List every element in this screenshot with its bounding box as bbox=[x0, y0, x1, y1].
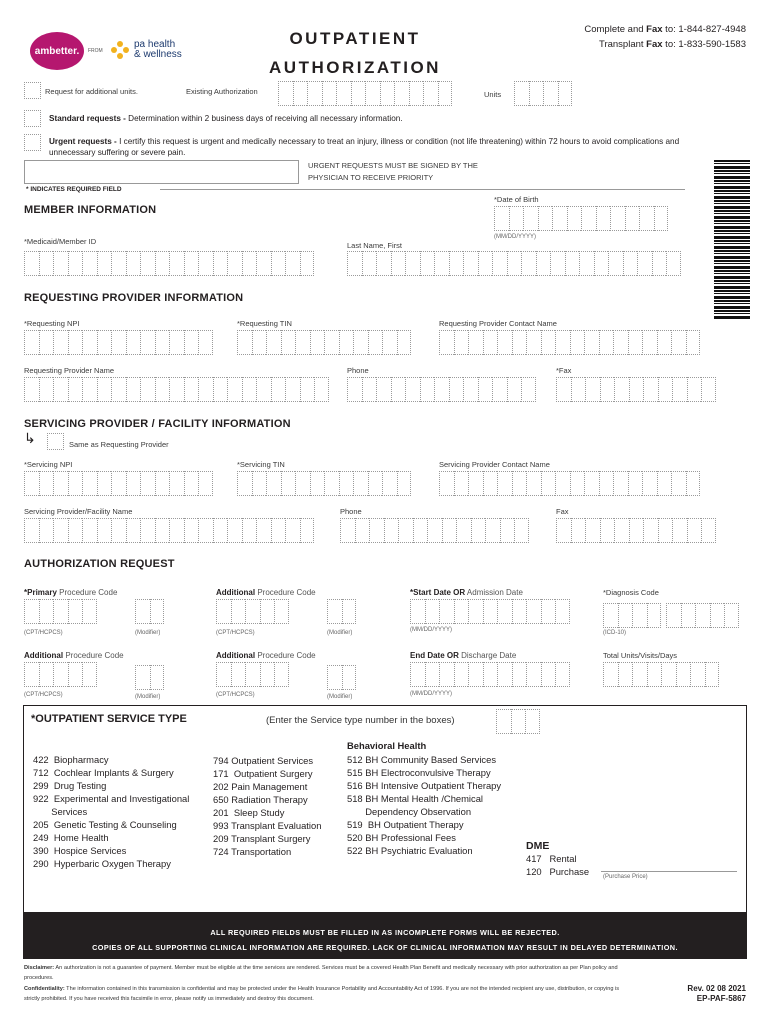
mod-note-1: (Modifier) bbox=[135, 630, 161, 636]
banner-line2: COPIES OF ALL SUPPORTING CLINICAL INFORMATION ARE REQUIRED. LACK OF CLINICAL INFORMATION MAY RESULT IN DELAYED DETERMINATION. bbox=[92, 943, 678, 952]
pa-health-logo-text bbox=[134, 40, 182, 60]
standard-request-text: Standard requests - Determination within 2 business days of receiving all necessary information. bbox=[49, 114, 403, 123]
required-field-note: * INDICATES REQUIRED FIELD bbox=[26, 186, 122, 193]
total-units-label: Total Units/Visits/Days bbox=[603, 651, 678, 660]
req-contact-field[interactable] bbox=[439, 330, 700, 355]
req-phone-label: Phone bbox=[347, 366, 369, 375]
additional-proc-field-1[interactable] bbox=[216, 599, 289, 624]
additional-proc-field-3[interactable] bbox=[216, 662, 289, 687]
service-item: 516 BH Intensive Outpatient Therapy bbox=[347, 780, 502, 791]
total-units-field[interactable] bbox=[603, 662, 719, 687]
service-item: 171 Outpatient Surgery bbox=[213, 768, 313, 779]
units-field[interactable] bbox=[514, 81, 572, 106]
revision-date: Rev. 02 08 2021 bbox=[687, 984, 746, 993]
member-name-field[interactable] bbox=[347, 251, 681, 276]
purchase-price-field[interactable] bbox=[601, 850, 737, 872]
primary-proc-field[interactable] bbox=[24, 599, 97, 624]
req-name-label: Requesting Provider Name bbox=[24, 366, 115, 375]
service-item: 515 BH Electroconvulsive Therapy bbox=[347, 767, 491, 778]
form-title-line1: OUTPATIENT bbox=[289, 29, 421, 48]
barcode bbox=[714, 160, 750, 320]
service-list-general bbox=[33, 753, 213, 870]
end-date-label: End Date OR Discharge Date bbox=[410, 651, 517, 660]
disclaimer-text: Disclaimer: An authorization is not a guarantee of payment. Member must be eligible at the time services are rendered. Services must be a covered Health Plan Benefit and medically necessary with prior authorization as per Plan policy and procedures. bbox=[24, 965, 618, 981]
diag-code-field-2[interactable] bbox=[666, 603, 739, 628]
physician-signature-field[interactable] bbox=[24, 160, 299, 184]
svc-name-field[interactable] bbox=[24, 518, 314, 543]
svc-tin-label: *Servicing TIN bbox=[237, 460, 285, 469]
dme-list bbox=[526, 852, 596, 878]
service-list-outpatient bbox=[213, 754, 343, 858]
service-item: 993 Transplant Evaluation bbox=[213, 820, 322, 831]
additional-mod-field-3[interactable] bbox=[327, 665, 356, 690]
primary-mod-field[interactable] bbox=[135, 599, 164, 624]
service-item: Dependency Observation bbox=[347, 806, 472, 817]
pa-health-logo-icon bbox=[110, 40, 130, 60]
form-code: EP-PAF-5867 bbox=[696, 994, 746, 1003]
service-item: 249 Home Health bbox=[33, 832, 109, 843]
req-contact-label: Requesting Provider Contact Name bbox=[439, 319, 557, 328]
service-item: 201 Sleep Study bbox=[213, 807, 285, 818]
dob-label: *Date of Birth bbox=[494, 195, 539, 204]
service-item: 417 Rental bbox=[526, 853, 577, 864]
additional-mod-field-2[interactable] bbox=[135, 665, 164, 690]
additional-proc-label-2: Additional Procedure Code bbox=[24, 651, 124, 660]
icd-note: (ICD-10) bbox=[603, 630, 627, 636]
end-date-field[interactable] bbox=[410, 662, 570, 687]
arrow-icon: ↳ bbox=[24, 430, 36, 446]
req-name-field[interactable] bbox=[24, 377, 329, 402]
primary-proc-label: *Primary Procedure Code bbox=[24, 588, 118, 597]
service-item: 519 BH Outpatient Therapy bbox=[347, 819, 464, 830]
requesting-heading: REQUESTING PROVIDER INFORMATION bbox=[24, 292, 244, 304]
service-item: 522 BH Psychiatric Evaluation bbox=[347, 845, 473, 856]
cpt-note-2: (CPT/HCPCS) bbox=[216, 630, 255, 636]
svc-npi-label: *Servicing NPI bbox=[24, 460, 73, 469]
service-item: 299 Drug Testing bbox=[33, 780, 107, 791]
urgent-request-checkbox[interactable] bbox=[24, 134, 41, 151]
diag-code-field-1[interactable] bbox=[603, 603, 661, 628]
revision-info bbox=[687, 984, 746, 1004]
service-item: 290 Hyperbaric Oxygen Therapy bbox=[33, 858, 171, 869]
service-item: Services bbox=[33, 806, 88, 817]
service-item: 922 Experimental and Investigational bbox=[33, 793, 190, 804]
logo-pa-line2: & wellness bbox=[134, 49, 182, 60]
service-item: 724 Transportation bbox=[213, 846, 292, 857]
dob-format: (MM/DD/YYYY) bbox=[494, 234, 536, 240]
dob-field[interactable] bbox=[494, 206, 668, 231]
service-list-behavioral bbox=[347, 753, 522, 857]
required-banner bbox=[23, 913, 747, 959]
req-phone-field[interactable] bbox=[347, 377, 536, 402]
logo-from: FROM bbox=[88, 48, 103, 54]
purchase-price-label: (Purchase Price) bbox=[603, 874, 648, 880]
fax-line2: Transplant Fax to: 1-833-590-1583 bbox=[599, 39, 746, 50]
service-type-instruction: (Enter the Service type number in the boxes) bbox=[266, 715, 455, 726]
same-as-requesting-label: Same as Requesting Provider bbox=[69, 440, 169, 449]
fax-info bbox=[584, 22, 746, 52]
cpt-note-1: (CPT/HCPCS) bbox=[24, 630, 63, 636]
service-item: 202 Pain Management bbox=[213, 781, 308, 792]
mod-note-3: (Modifier) bbox=[135, 694, 161, 700]
service-item: 422 Biopharmacy bbox=[33, 754, 109, 765]
same-as-requesting-checkbox[interactable] bbox=[47, 433, 64, 450]
svc-npi-field[interactable] bbox=[24, 471, 213, 496]
cpt-note-3: (CPT/HCPCS) bbox=[24, 692, 63, 698]
service-item: 712 Cochlear Implants & Surgery bbox=[33, 767, 174, 778]
service-type-heading: *OUTPATIENT SERVICE TYPE bbox=[31, 713, 187, 725]
logo-pa-line1: pa health bbox=[134, 39, 176, 50]
additional-mod-field-1[interactable] bbox=[327, 599, 356, 624]
date-note-1: (MM/DD/YYYY) bbox=[410, 627, 452, 633]
service-item: 209 Transplant Surgery bbox=[213, 833, 311, 844]
last-first-label: Last Name, First bbox=[347, 241, 403, 250]
req-tin-label: *Requesting TIN bbox=[237, 319, 292, 328]
req-fax-field[interactable] bbox=[556, 377, 716, 402]
svc-tin-field[interactable] bbox=[237, 471, 411, 496]
urgent-request-text: Urgent requests - I certify this request is urgent and medically necessary to treat an injury, illness or condition (not life threatening) within 72 hours to avoid complications and unnecessary suffering or severe pain. bbox=[49, 137, 680, 157]
svc-contact-field[interactable] bbox=[439, 471, 700, 496]
additional-proc-field-2[interactable] bbox=[24, 662, 97, 687]
service-item: 794 Outpatient Services bbox=[213, 755, 314, 766]
mod-note-2: (Modifier) bbox=[327, 630, 353, 636]
fax-line1: Complete and Fax to: 1-844-827-4948 bbox=[584, 24, 746, 35]
svc-fax-label: Fax bbox=[556, 507, 569, 516]
date-note-2: (MM/DD/YYYY) bbox=[410, 691, 452, 697]
svc-name-label: Servicing Provider/Facility Name bbox=[24, 507, 133, 516]
cpt-note-4: (CPT/HCPCS) bbox=[216, 692, 255, 698]
units-label: Units bbox=[484, 90, 502, 99]
bh-heading: Behavioral Health bbox=[347, 740, 427, 751]
svc-contact-label: Servicing Provider Contact Name bbox=[439, 460, 550, 469]
req-fax-label: *Fax bbox=[556, 366, 572, 375]
ambetter-logo bbox=[30, 32, 84, 70]
svc-phone-label: Phone bbox=[340, 507, 362, 516]
service-type-field[interactable] bbox=[496, 709, 540, 734]
auth-heading: AUTHORIZATION REQUEST bbox=[24, 558, 175, 570]
req-tin-field[interactable] bbox=[237, 330, 411, 355]
ambetter-logo-text: ambetter. bbox=[34, 45, 80, 57]
standard-request-checkbox[interactable] bbox=[24, 110, 41, 127]
start-date-label: *Start Date OR Admission Date bbox=[410, 588, 523, 597]
member-heading: MEMBER INFORMATION bbox=[24, 204, 157, 216]
service-item: 518 BH Mental Health /Chemical bbox=[347, 793, 484, 804]
existing-auth-field[interactable] bbox=[278, 81, 452, 106]
banner-line1: ALL REQUIRED FIELDS MUST BE FILLED IN AS INCOMPLETE FORMS WILL BE REJECTED. bbox=[210, 928, 560, 937]
form-title-line2: AUTHORIZATION bbox=[269, 58, 441, 77]
service-item: 120 Purchase bbox=[526, 866, 590, 877]
service-item: 512 BH Community Based Services bbox=[347, 754, 497, 765]
mod-note-4: (Modifier) bbox=[327, 694, 353, 700]
additional-units-checkbox[interactable] bbox=[24, 82, 41, 99]
svc-fax-field[interactable] bbox=[556, 518, 716, 543]
start-date-field[interactable] bbox=[410, 599, 570, 624]
servicing-heading: SERVICING PROVIDER / FACILITY INFORMATION bbox=[24, 418, 291, 430]
service-item: 390 Hospice Services bbox=[33, 845, 127, 856]
existing-auth-label: Existing Authorization bbox=[186, 87, 258, 96]
service-item: 205 Genetic Testing & Counseling bbox=[33, 819, 177, 830]
service-item: 650 Radiation Therapy bbox=[213, 794, 308, 805]
diag-code-label: *Diagnosis Code bbox=[603, 588, 659, 597]
divider bbox=[160, 189, 685, 190]
additional-units-label: Request for additional units. bbox=[45, 87, 138, 96]
additional-proc-label-1: Additional Procedure Code bbox=[216, 588, 316, 597]
confidentiality-text: Confidentiality: The information contained in this transmission is confidential and may be protected under the Health Insurance Portability and Accountability Act of 1996. If you are not the intended recipient any use, distribution, or copying is strictly prohibited. If you have received this facsimile in error, please notify us immediately and destroy this document. bbox=[24, 986, 620, 1002]
req-npi-label: *Requesting NPI bbox=[24, 319, 80, 328]
dme-heading: DME bbox=[526, 840, 550, 852]
medicaid-id-field[interactable] bbox=[24, 251, 314, 276]
additional-proc-label-3: Additional Procedure Code bbox=[216, 651, 316, 660]
service-item: 520 BH Professional Fees bbox=[347, 832, 456, 843]
medicaid-id-label: *Medicaid/Member ID bbox=[24, 237, 97, 246]
req-npi-field[interactable] bbox=[24, 330, 213, 355]
svc-phone-field[interactable] bbox=[340, 518, 529, 543]
urgent-signed-note: URGENT REQUESTS MUST BE SIGNED BY THE PHYSICIAN TO RECEIVE PRIORITY bbox=[308, 161, 478, 182]
